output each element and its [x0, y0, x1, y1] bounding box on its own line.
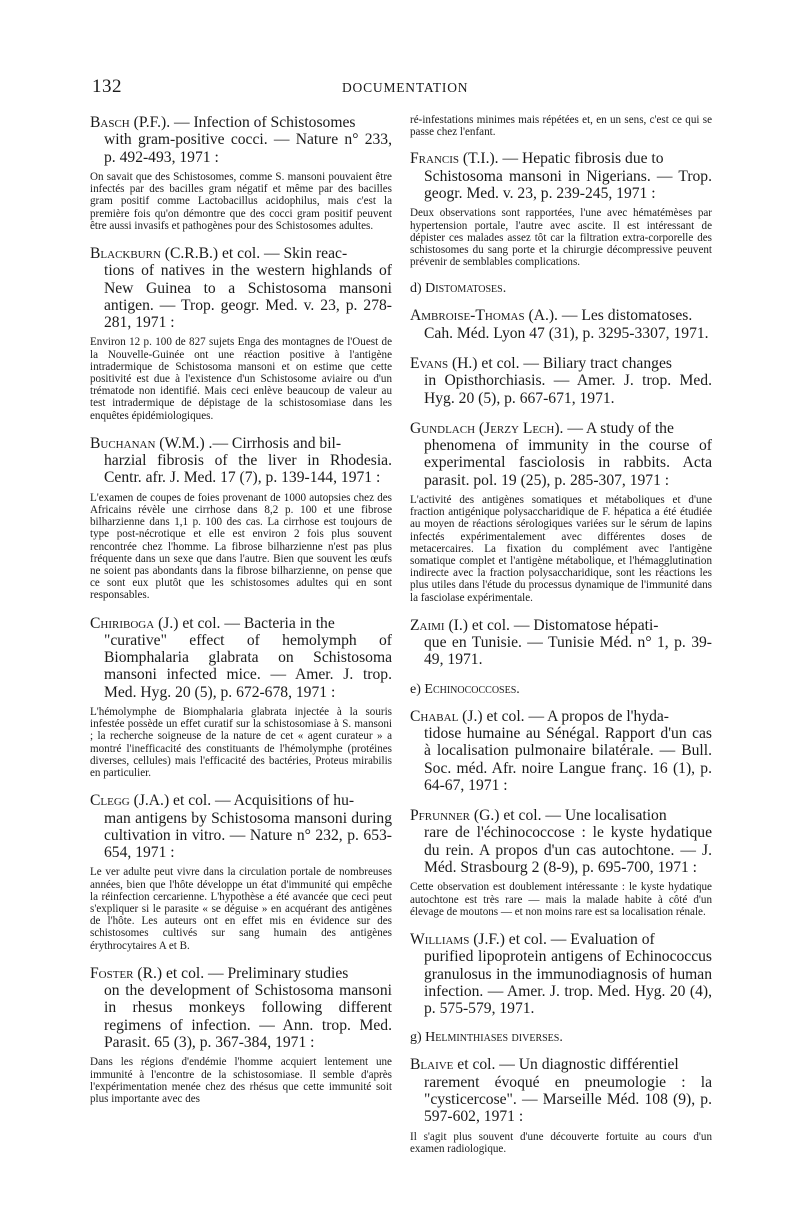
abstract-continued-text: ré-infestations minimes mais répétées et, en un sens, c'est ce qui se passe chez l'enfant. — [410, 114, 712, 139]
reference — [410, 931, 712, 1017]
title-continued: "curative" effect of hemolymph of Biomphalaria glabrata on Schistosoma mansoni infected mice. — Amer. J. trop. Med. Hyg. 20 (5), p. 672-678, 1971 : — [104, 631, 392, 701]
bibliography-entry-chiriboga — [90, 615, 392, 780]
left-column — [90, 114, 392, 1118]
title-continued: purified lipoprotein antigens of Echinococcus granulosus in the immunodiagnosis of human infection. — Amer. J. trop. Med. Hyg. 20 (4), p. 575-579, 1971. — [424, 948, 712, 1018]
author: Gundlach (Jerzy Lech). — [410, 419, 564, 437]
section-title: Echinococcoses. — [424, 681, 520, 697]
abstract: Environ 12 p. 100 de 827 sujets Enga des montagnes de l'Ouest de la Nouvelle-Guinée ont une réaction positive à l'antigène intradermique de Schistosoma mansoni et on estime que cette positivité est due à l'existence d'un Schistosome aviaire ou d'un trématode non identifié. Mais ceci enlève beaucoup de valeur au test intradermique de dépistage de la schistosomiase dans les enquêtes épidémiologiques. — [90, 336, 392, 422]
author: Clegg (J.A.) — [90, 792, 170, 810]
title-start: — A study of the — [563, 419, 674, 437]
author: Blackburn (C.R.B.) — [90, 244, 219, 262]
title-continued: on the development of Schistosoma mansoni in rhesus monkeys following different regimens of infection. — Ann. trop. Med. Parasit. 65 (3), p. 367-384, 1971 : — [104, 982, 392, 1052]
author: Foster (R.) — [90, 964, 163, 982]
title-continued: que en Tunisie. — Tunisie Méd. n° 1, p. 39-49, 1971. — [424, 634, 712, 669]
title-continued: harzial fibrosis of the liver in Rhodesia. Centr. afr. J. Med. 17 (7), p. 139-144, 1971 : — [104, 452, 392, 487]
abstract: L'hémolymphe de Biomphalaria glabrata injectée à la souris infestée possède un effet curatif sur la schistosomiase à S. mansoni ; la recherche soigneuse de la nature de cet « agent curateur » a montré l'inefficacité des constituants de l'hémolymphe (protéines diverses, cellules) mais l'efficacité des bactéries, Proteus mirabilis en particulier. — [90, 706, 392, 780]
title-start: — Infection of Schistosomes — [170, 114, 356, 131]
reference — [410, 150, 712, 202]
section-prefix: d) — [410, 281, 426, 297]
abstract: Il s'agit plus souvent d'une découverte fortuite au cours d'un examen radiologique. — [410, 1130, 712, 1155]
title-start: et col. — Biliary tract changes — [477, 354, 672, 372]
bibliography-entry-ambroise-thomas — [410, 307, 712, 342]
bibliography-entry-clegg — [90, 792, 392, 952]
running-head: DOCUMENTATION — [342, 80, 469, 95]
abstract: Deux observations sont rapportées, l'une avec hématémèses par hypertension portale, l'autre avec ascite. Il est intéressant de dépister ces malades assez tôt car la filtration extra-corporelle des schistosomes du sang porte et la chirurgie décompressive peuvent prévenir de semblables complications. — [410, 207, 712, 269]
title-continued: man antigens by Schistosoma mansoni during cultivation in vitro. — Nature n° 232, p. 653-654, 1971 : — [104, 809, 392, 862]
bibliography-entry-chabal — [410, 708, 712, 794]
reference — [90, 965, 392, 1051]
author: Ambroise-Thomas (A.). — [410, 307, 558, 325]
title-start: et col. — Preliminary studies — [162, 964, 349, 982]
abstract: L'activité des antigènes somatiques et métaboliques et d'une fraction antigénique polysaccharidique de F. hépatica a été étudiée au moyen de réactions sérologiques variées sur le sérum de lapins infectés expérimentalement avec différentes doses de metacercaires. La fixation du complément avec l'antigène somatique complet et l'antigène métabolique, et l'hémagglutination indirecte avec la fraction polysaccharidique, sont les réactions les plus utiles dans l'étude du processus dynamique de l'immunité dans la fasciolase expérimentale. — [410, 493, 712, 604]
title-start: et col. — Skin reac- — [218, 244, 348, 262]
reference — [410, 617, 712, 669]
abstract: Dans les régions d'endémie l'homme acquiert lentement une immunité à l'encontre de la schistosomiase. Il semble d'après l'expérimentation menée chez des rhésus que cette immunité soit plus importante avec des — [90, 1056, 392, 1105]
author: Basch (P.F.). — [90, 114, 171, 131]
reference — [90, 114, 392, 166]
title-continued: rarement évoqué en pneumologie : la "cysticercose". — Marseille Méd. 108 (9), p. 597-602, 1971 : — [424, 1073, 712, 1126]
reference — [410, 355, 712, 407]
title-start: et col. — Une localisation — [499, 807, 667, 825]
reference — [90, 245, 392, 331]
title-continued: in Opisthorchiasis. — Amer. J. trop. Med. Hyg. 20 (5), p. 667-671, 1971. — [424, 372, 712, 407]
reference — [410, 1056, 712, 1125]
section-heading-distomatoses — [410, 281, 712, 297]
title-start: et col. — Evaluation of — [504, 930, 655, 948]
abstract-continuation — [410, 114, 712, 138]
author: Zaimi (I.) — [410, 616, 468, 634]
title-start: — Les distomatoses. — [557, 307, 693, 325]
page-number: 132 — [92, 76, 122, 97]
reference — [410, 708, 712, 794]
right-column — [410, 114, 712, 1168]
bibliography-entry-blaive — [410, 1056, 712, 1155]
author: Chabal (J.) — [410, 707, 483, 725]
title-continued: Schistosoma mansoni in Nigerians. — Trop. geogr. Med. v. 23, p. 239-245, 1971 : — [424, 167, 712, 202]
title-start: et col. — Acquisitions of hu- — [169, 792, 355, 810]
title-continued: phenomena of immunity in the course of experimental fasciolosis in rabbits. Acta parasit. pol. 19 (25), p. 285-307, 1971 : — [424, 437, 712, 489]
reference — [410, 307, 712, 342]
bibliography-entry-williams — [410, 931, 712, 1017]
author: Evans (H.) — [410, 354, 478, 372]
title-continued: tions of natives in the western highlands of New Guinea to a Schistosoma mansoni antigen. — Trop. geogr. Med. v. 23, p. 278-281, 1971 : — [104, 262, 392, 332]
bibliography-entry-francis — [410, 150, 712, 268]
title-continued: tidose humaine au Sénégal. Rapport d'un cas à localisation pulmonaire bilatérale. — Bull. Soc. méd. Afr. noire Langue franç. 16 (1), p. 64-67, 1971 : — [424, 725, 712, 794]
author: Pfrunner (G.) — [410, 807, 500, 825]
bibliography-entry-blackburn — [90, 245, 392, 422]
abstract: L'examen de coupes de foies provenant de 1000 autopsies chez des Africains révèle une cirrhose dans 8,2 p. 100 et une fibrose bilharzienne dans 1,1 p. 100 des cas. La cirrhose est toujours de type post-nécrotique et elle est environ 2 fois plus souvent rencontrée chez l'homme. La fibrose bilharzienne n'est pas plus fréquente dans un sexe que dans l'autre. Bien que souvent les œufs ne soient pas abondants dans la fibrose bilharzienne, on pense que ce sont eux plutôt que les schistosomes adultes qui en sont responsables. — [90, 491, 392, 602]
title-continued: Cah. Méd. Lyon 47 (31), p. 3295-3307, 1971. — [424, 324, 709, 342]
section-heading-echinococcoses — [410, 682, 712, 698]
bibliography-entry-zaimi — [410, 617, 712, 669]
bibliography-entry-foster — [90, 965, 392, 1105]
abstract: Le ver adulte peut vivre dans la circulation portale de nombreuses années, bien que l'hôte développe un état d'immunité qui empêche la réinfection cercarienne. L'hypothèse a été avancée que ceci peut s'expliquer si le parasite « se déguise » en acquérant des antigènes de l'hôte. Les auteurs ont en effet mis en évidence sur des schistosomes cultivés sur sang humain des antigènes érythrocytaires A et B. — [90, 866, 392, 952]
reference — [90, 615, 392, 701]
section-prefix: g) — [410, 1030, 426, 1046]
reference — [90, 792, 392, 861]
abstract: Cette observation est doublement intéressante : le kyste hydatique autochtone est très rare — mais la malade habite à côté d'un élevage de moutons — et non moins rare est sa localisation rénale. — [410, 881, 712, 918]
bibliography-entry-evans — [410, 355, 712, 407]
section-title: Distomatoses. — [425, 281, 507, 297]
author: Williams (J.F.) — [410, 930, 505, 948]
section-title: Helminthiases diverses. — [425, 1030, 563, 1046]
reference — [410, 807, 712, 876]
bibliography-entry-buchanan — [90, 435, 392, 602]
bibliography-entry-gundlach — [410, 420, 712, 604]
title-start: et col. — Bacteria in the — [178, 614, 335, 632]
section-prefix: e) — [410, 681, 425, 697]
author: Blaive — [410, 1056, 454, 1074]
title-start: et col. — Un diagnostic différentiel — [453, 1056, 679, 1074]
bibliography-entry-basch — [90, 114, 392, 232]
bibliography-entry-pfrunner — [410, 807, 712, 918]
reference — [410, 420, 712, 489]
title-start: .— Cirrhosis and bil- — [204, 434, 342, 452]
title-continued: with gram-positive cocci. — Nature n° 233, p. 492-493, 1971 : — [104, 131, 392, 166]
abstract: On savait que des Schistosomes, comme S. mansoni pouvaient être infectés par des bacilles gram négatif et même par des bacilles gram positif comme Lactobacillus acidophilus, mais c'est la première fois qu'on démontre que des cocci gram positif peuvent être aussi invasifs et pathogènes pour des Schistosomes adultes. — [90, 170, 392, 232]
author: Francis (T.I.). — [410, 150, 499, 168]
author: Buchanan (W.M.) — [90, 434, 205, 452]
reference — [90, 435, 392, 487]
title-continued: rare de l'échinococcose : le kyste hydatique du rein. A propos d'un cas autochtone. — J. Méd. Strasbourg 2 (8-9), p. 695-700, 1971 : — [424, 824, 712, 877]
title-start: — Hepatic fibrosis due to — [498, 150, 664, 168]
section-heading-helminthiases — [410, 1030, 712, 1046]
title-start: et col. — A propos de l'hyda- — [482, 707, 669, 725]
title-start: et col. — Distomatose hépati- — [467, 616, 659, 634]
author: Chiriboga (J.) — [90, 614, 179, 632]
